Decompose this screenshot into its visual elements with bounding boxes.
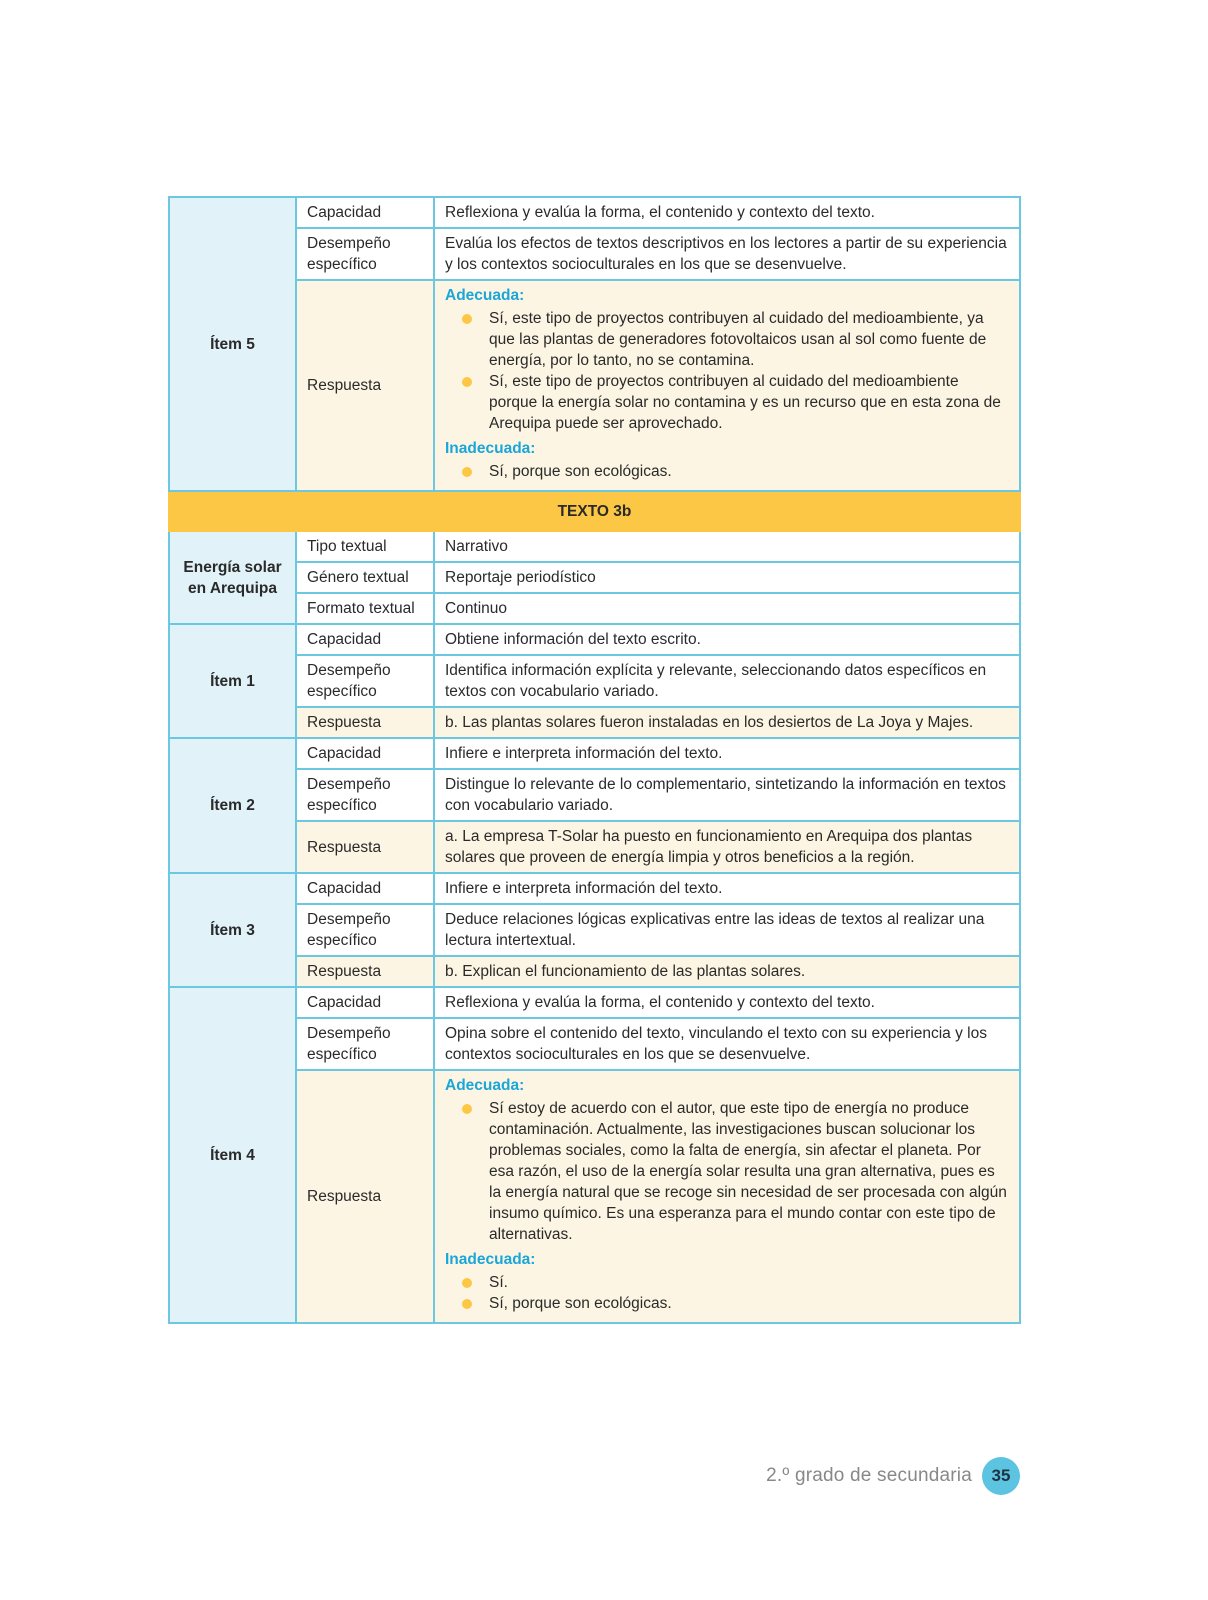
respuesta-content: [434, 1070, 1020, 1323]
page-footer: [766, 1456, 1020, 1496]
list-item: Sí.: [489, 1272, 1009, 1293]
item1-capacidad-row: [169, 624, 1020, 655]
criterion-label: Capacidad: [296, 197, 434, 228]
bullet-dot-icon: [462, 314, 472, 324]
item5-respuesta-row: [169, 280, 1020, 491]
respuesta-text: a. La empresa T-Solar ha puesto en funcionamiento en Arequipa dos plantas solares que proveen de energía limpia y otros beneficios a la región.: [434, 821, 1020, 873]
adecuada-list: [445, 1098, 1009, 1245]
inadecuada-label: Inadecuada:: [445, 440, 536, 457]
criterion-label: Tipo textual: [296, 531, 434, 562]
texto-formato-row: [169, 593, 1020, 624]
respuesta-text: b. Las plantas solares fueron instaladas en los desiertos de La Joya y Majes.: [434, 707, 1020, 738]
desempeno-text: Evalúa los efectos de textos descriptivos en los lectores a partir de su experiencia y los contextos socioculturales en los que se desenvuelve.: [434, 228, 1020, 280]
criterion-label: Respuesta: [296, 707, 434, 738]
item4-capacidad-row: [169, 987, 1020, 1018]
grade-label: 2.º grado de secundaria: [766, 1465, 972, 1486]
inadecuada-list: [445, 1272, 1009, 1314]
criterion-label: Género textual: [296, 562, 434, 593]
item3-desempeno-row: [169, 904, 1020, 956]
item2-respuesta-row: [169, 821, 1020, 873]
criterion-label: Capacidad: [296, 738, 434, 769]
section-title: TEXTO 3b: [169, 491, 1020, 531]
item2-desempeno-row: [169, 769, 1020, 821]
criterion-label: Respuesta: [296, 821, 434, 873]
desempeno-text: Identifica información explícita y relevante, seleccionando datos específicos en textos con vocabulario variado.: [434, 655, 1020, 707]
desempeno-text: Distingue lo relevante de lo complementario, sintetizando la información en textos con vocabulario variado.: [434, 769, 1020, 821]
item1-respuesta-row: [169, 707, 1020, 738]
item2-capacidad-row: [169, 738, 1020, 769]
list-item: Sí estoy de acuerdo con el autor, que este tipo de energía no produce contaminación. Actualmente, las investigaciones buscan solucionar los problemas sociales, como la falta de energía, sin afectar el planeta. Por esa razón, el uso de la energía solar resulta una gran alternativa, pues es la energía natural que se recoge sin necesidad de ser procesada con algún insumo químico. Es una esperanza para el mundo contar con este tipo de alternativas.: [489, 1098, 1009, 1245]
texto-label: Energía solar en Arequipa: [169, 531, 296, 624]
desempeno-text: Deduce relaciones lógicas explicativas entre las ideas de textos al realizar una lectura intertextual.: [434, 904, 1020, 956]
capacidad-text: Infiere e interpreta información del texto.: [434, 738, 1020, 769]
bullet-dot-icon: [462, 1278, 472, 1288]
capacidad-text: Infiere e interpreta información del texto.: [434, 873, 1020, 904]
item3-label: Ítem 3: [169, 873, 296, 987]
bullet-dot-icon: [462, 377, 472, 387]
adecuada-label: Adecuada:: [445, 1077, 525, 1094]
texto-tipo-row: [169, 531, 1020, 562]
desempeno-text: Opina sobre el contenido del texto, vinculando el texto con su experiencia y los contextos socioculturales en los que se desenvuelve.: [434, 1018, 1020, 1070]
formato-text: Continuo: [434, 593, 1020, 624]
page-number: 35: [982, 1457, 1020, 1495]
criterion-label: Desempeño específico: [296, 655, 434, 707]
criterion-label: Capacidad: [296, 873, 434, 904]
capacidad-text: Obtiene información del texto escrito.: [434, 624, 1020, 655]
item3-capacidad-row: [169, 873, 1020, 904]
tipo-text: Narrativo: [434, 531, 1020, 562]
criterion-label: Respuesta: [296, 280, 434, 491]
rubric-table: [168, 196, 1021, 1324]
capacidad-text: Reflexiona y evalúa la forma, el contenido y contexto del texto.: [434, 987, 1020, 1018]
texto-genero-row: [169, 562, 1020, 593]
criterion-label: Respuesta: [296, 956, 434, 987]
bullet-dot-icon: [462, 467, 472, 477]
respuesta-text: b. Explican el funcionamiento de las plantas solares.: [434, 956, 1020, 987]
inadecuada-list: [445, 461, 1009, 482]
item4-label: Ítem 4: [169, 987, 296, 1323]
item2-label: Ítem 2: [169, 738, 296, 873]
bullet-dot-icon: [462, 1299, 472, 1309]
list-item: Sí, porque son ecológicas.: [489, 1293, 1009, 1314]
capacidad-text: Reflexiona y evalúa la forma, el contenido y contexto del texto.: [434, 197, 1020, 228]
item1-desempeno-row: [169, 655, 1020, 707]
item5-capacidad-row: [169, 197, 1020, 228]
inadecuada-label: Inadecuada:: [445, 1251, 536, 1268]
criterion-label: Desempeño específico: [296, 1018, 434, 1070]
adecuada-label: Adecuada:: [445, 287, 525, 304]
adecuada-list: [445, 308, 1009, 434]
criterion-label: Desempeño específico: [296, 769, 434, 821]
item5-label: Ítem 5: [169, 197, 296, 491]
list-item: Sí, porque son ecológicas.: [489, 461, 1009, 482]
section-header-row: [169, 491, 1020, 531]
genero-text: Reportaje periodístico: [434, 562, 1020, 593]
item5-desempeno-row: [169, 228, 1020, 280]
criterion-label: Desempeño específico: [296, 228, 434, 280]
item1-label: Ítem 1: [169, 624, 296, 738]
list-item: Sí, este tipo de proyectos contribuyen al cuidado del medioambiente porque la energía solar no contamina y es un recurso que en esta zona de Arequipa puede ser aprovechado.: [489, 371, 1009, 434]
item4-respuesta-row: [169, 1070, 1020, 1323]
criterion-label: Respuesta: [296, 1070, 434, 1323]
criterion-label: Capacidad: [296, 624, 434, 655]
list-item: Sí, este tipo de proyectos contribuyen al cuidado del medioambiente, ya que las plantas de generadores fotovoltaicos usan al sol como fuente de energía, por lo tanto, no se contamina.: [489, 308, 1009, 371]
respuesta-content: [434, 280, 1020, 491]
item4-desempeno-row: [169, 1018, 1020, 1070]
item3-respuesta-row: [169, 956, 1020, 987]
bullet-dot-icon: [462, 1104, 472, 1114]
criterion-label: Formato textual: [296, 593, 434, 624]
criterion-label: Desempeño específico: [296, 904, 434, 956]
criterion-label: Capacidad: [296, 987, 434, 1018]
